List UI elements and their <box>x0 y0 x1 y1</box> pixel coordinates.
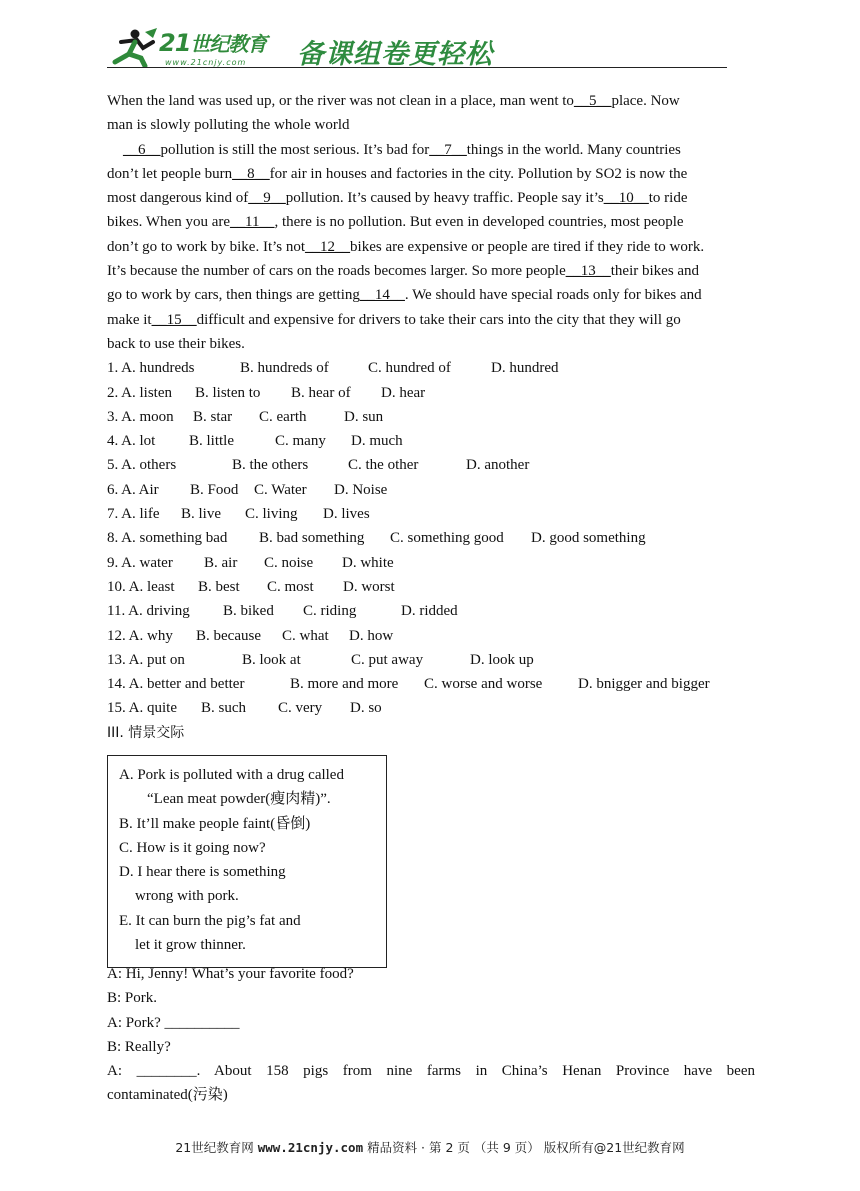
question-option-a: 13. A. put on <box>107 651 185 668</box>
blank-11: __11__ <box>230 214 275 231</box>
question-option-a: 5. A. others <box>107 457 177 474</box>
passage-line: don’t go to work by bike. It’s not__12__bikes are expensive or people are tired if they ride to work. <box>107 238 705 255</box>
question-option-a: 14. A. better and better <box>107 676 245 693</box>
question-option-c: C. put away <box>351 651 424 668</box>
question-option-a: 8. A. something bad <box>107 530 228 547</box>
question-row <box>107 381 755 405</box>
question-option-d: D. another <box>466 457 530 474</box>
dialog-line: A: Pork? __________ <box>107 1014 240 1031</box>
box-option: D. I hear there is something <box>119 864 286 881</box>
question-option-b: B. bad something <box>259 530 365 547</box>
box-option: C. How is it going now? <box>119 839 266 856</box>
document-body <box>107 89 755 745</box>
blank-7: __7__ <box>429 141 467 158</box>
question-row <box>107 648 755 672</box>
question-row <box>107 575 755 599</box>
passage-line: go to work by cars, then things are getting__14__. We should have special roads only for bikes and <box>107 287 702 304</box>
header-slogan: 备课组卷更轻松 <box>297 39 493 70</box>
question-option-d: D. bnigger and bigger <box>578 676 710 693</box>
question-option-c: C. most <box>267 578 314 595</box>
question-option-d: D. Noise <box>334 481 388 498</box>
question-option-c: B. hear of <box>291 384 351 401</box>
question-option-c: C. living <box>245 506 298 523</box>
page-footer <box>0 1138 860 1156</box>
blank-10: __10__ <box>603 190 649 207</box>
question-row <box>107 696 755 720</box>
question-row <box>107 526 755 550</box>
passage-line: don’t let people burn__8__for air in houses and factories in the city. Pollution by SO2 is now the <box>107 165 688 182</box>
question-option-d: D. hundred <box>491 360 559 377</box>
passage-line: make it__15__difficult and expensive for drivers to take their cars into the city that they will go <box>107 311 681 328</box>
box-option: A. Pork is polluted with a drug called <box>119 767 344 783</box>
question-option-b: B. hundreds of <box>240 360 329 377</box>
question-option-b: B. Food <box>190 481 239 498</box>
question-option-c: C. hundred of <box>368 360 451 377</box>
question-option-d: D. good something <box>531 530 646 547</box>
question-option-d: D. so <box>350 700 382 717</box>
question-option-d: D. how <box>349 627 394 644</box>
question-option-d: D. hear <box>381 384 426 401</box>
question-option-c: C. something good <box>390 530 504 547</box>
blank-13: __13__ <box>565 263 611 280</box>
question-option-b: B. air <box>204 554 238 571</box>
question-option-b: B. look at <box>242 651 301 668</box>
question-option-a: 3. A. moon <box>107 408 174 425</box>
question-row <box>107 478 755 502</box>
box-option: “Lean meat powder(瘦肉精)”. <box>147 791 331 808</box>
question-option-a: 2. A. listen <box>107 384 173 401</box>
passage-line: man is slowly polluting the whole world <box>107 117 350 134</box>
question-row <box>107 502 755 526</box>
page-header <box>107 28 727 72</box>
blank-8: __8__ <box>232 165 270 182</box>
question-option-c: C. many <box>275 433 326 450</box>
question-option-b: B. the others <box>232 457 309 474</box>
options-box <box>107 755 387 968</box>
blank-5: __5__ <box>573 93 612 109</box>
question-row <box>107 356 755 380</box>
question-option-c: C. worse and worse <box>424 676 543 693</box>
box-option: B. It’ll make people faint(昏倒) <box>119 815 311 832</box>
question-option-c: C. riding <box>303 603 357 620</box>
question-option-b: B. biked <box>223 603 274 620</box>
dialog-line: B: Pork. <box>107 990 158 1007</box>
header-divider <box>107 67 727 68</box>
question-option-a: 1. A. hundreds <box>107 360 195 377</box>
box-option: E. It can burn the pig’s fat and <box>119 912 301 929</box>
question-option-b: B. star <box>193 408 233 425</box>
question-option-b: B. more and more <box>290 676 399 693</box>
logo-url: www.21cnjy.com <box>165 58 247 67</box>
question-option-a: 12. A. why <box>107 627 173 644</box>
footer-site: 21世纪教育网 <box>175 1140 254 1155</box>
question-option-b: B. because <box>196 627 261 644</box>
passage-line: back to use their bikes. <box>107 335 245 352</box>
question-option-d: D. ridded <box>401 603 458 620</box>
question-option-c: C. very <box>278 700 323 717</box>
question-option-d: D. lives <box>323 506 370 523</box>
box-option: let it grow thinner. <box>135 937 246 954</box>
question-option-d: D. white <box>342 554 394 571</box>
section-title: III. 情景交际 <box>107 724 185 741</box>
question-option-b: B. such <box>201 700 246 717</box>
question-option-b: B. listen to <box>195 384 261 401</box>
blank-12: __12__ <box>305 238 351 255</box>
logo-text: 21世纪教育 <box>159 29 267 57</box>
dialog-line: B: Really? <box>107 1038 171 1055</box>
question-row <box>107 429 755 453</box>
blank-15: __15__ <box>151 311 197 328</box>
passage-line: most dangerous kind of__9__pollution. It’s caused by heavy traffic. People say it’s__10__to ride <box>107 190 688 207</box>
question-row <box>107 551 755 575</box>
passage-line: It’s because the number of cars on the roads becomes larger. So more people__13__their bikes and <box>107 263 700 280</box>
question-option-b: B. best <box>198 578 240 595</box>
question-list <box>107 356 755 720</box>
question-option-a: 6. A. Air <box>107 481 159 498</box>
question-option-d: D. much <box>351 433 403 450</box>
question-option-c: C. what <box>282 627 329 644</box>
question-row <box>107 453 755 477</box>
question-option-a: 7. A. life <box>107 506 160 523</box>
question-option-a: 9. A. water <box>107 554 173 571</box>
question-option-d: D. look up <box>470 651 534 668</box>
question-option-a: 10. A. least <box>107 578 175 595</box>
blank-9: __9__ <box>248 190 286 207</box>
passage-line: bikes. When you are__11__, there is no pollution. But even in developed countries, most people <box>107 214 684 231</box>
runner-logo-icon <box>107 28 159 68</box>
footer-info: 精品资料 · 第 2 页 （共 9 页） 版权所有@21世纪教育网 <box>367 1140 685 1155</box>
question-option-c: C. the other <box>348 457 419 474</box>
footer-url: www.21cnjy.com <box>257 1140 364 1155</box>
question-option-a: 4. A. lot <box>107 433 156 450</box>
blank-14: __14__ <box>359 287 405 304</box>
question-row <box>107 405 755 429</box>
question-row <box>107 599 755 623</box>
question-option-d: D. worst <box>343 578 395 595</box>
question-option-c: C. noise <box>264 554 314 571</box>
question-option-a: 11. A. driving <box>107 603 190 620</box>
question-row <box>107 672 755 696</box>
passage-line: When the land was used up, or the river was not clean in a place, man went to__5__place. Now <box>107 93 680 109</box>
question-option-d: D. sun <box>344 408 384 425</box>
dialog-line: A: Hi, Jenny! What’s your favorite food? <box>107 966 354 982</box>
dialog-line: contaminated(污染) <box>107 1087 228 1104</box>
question-option-c: C. earth <box>259 408 307 425</box>
question-option-c: C. Water <box>254 481 307 498</box>
dialog <box>107 962 755 1108</box>
question-option-a: 15. A. quite <box>107 700 177 717</box>
passage-line: __6__pollution is still the most serious. It’s bad for__7__things in the world. Many countries <box>123 141 681 158</box>
question-option-b: B. little <box>189 433 234 450</box>
blank-6: __6__ <box>123 141 161 158</box>
question-row <box>107 624 755 648</box>
box-option: wrong with pork. <box>135 888 239 905</box>
dialog-line: A: ________. About 158 pigs from nine farms in China’s Henan Province have been <box>107 1063 755 1080</box>
question-option-b: B. live <box>181 506 221 523</box>
